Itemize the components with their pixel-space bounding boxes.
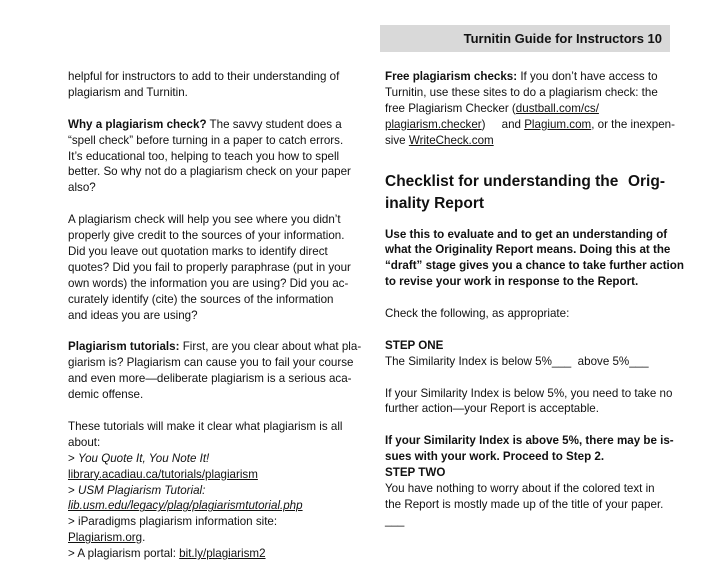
check-following: Check the following, as appropriate:: [385, 307, 570, 321]
writecheck-link[interactable]: WriteCheck.com: [408, 133, 494, 147]
step-one-block: [385, 338, 665, 370]
header-title: Turnitin Guide for Instructors 10: [463, 31, 662, 46]
tutorial-title: iParadigms plagiarism information site:: [78, 515, 278, 529]
below-paragraph: If your Similarity Index is below 5%, you need to take no further action—your Report is acceptable.: [385, 386, 673, 416]
page-header: [380, 25, 670, 52]
tutorials-paragraph: Plagiarism tutorials: First, are you clear about what pla- giarism is? Plagiarism can cause you to fail your course and even more—deliberate plagiarism is a serious aca- demic offense.: [68, 340, 362, 402]
tutorial-link-usm[interactable]: lib.usm.edu/legacy/plag/plagiarismtutorial.php: [68, 499, 303, 513]
why-paragraph: Why a plagiarism check? The savvy student does a “spell check” before turning in a paper to catch errors. It’s educational too, helping to teach you how to spell better. So why not do a plagiarism check on your paper also?: [68, 117, 351, 195]
portal-link[interactable]: bit.ly/plagiarism2: [179, 547, 266, 561]
tutorials-heading: Plagiarism tutorials:: [68, 340, 180, 354]
use-paragraph: Use this to evaluate and to get an understanding of what the Originality Report means. Doing this at the “draft” stage gives you a chance to take further action to revise your work in response to the Report.: [385, 227, 684, 289]
checklist-heading: Checklist for understanding the Orig- inality Report: [385, 172, 665, 212]
right-column: [385, 69, 684, 545]
tutorial-link-acadia[interactable]: library.acadiau.ca/tutorials/plagiarism: [68, 467, 258, 481]
tutorial-title: You Quote It, You Note It!: [78, 451, 210, 465]
plagium-link[interactable]: Plagium.com: [524, 117, 592, 131]
step-one-heading: STEP ONE: [385, 338, 444, 352]
tutorial-link-plagiarism-org[interactable]: Plagiarism.org: [68, 531, 143, 545]
why-heading: Why a plagiarism check?: [68, 117, 207, 131]
help-paragraph: A plagiarism check will help you see where you didn’t properly give credit to the sources of your information. Did you leave out quotation marks to identify direct quotes? Did you fail to properly paraphrase (put in your own words) the information you are using? Did you ac- curately identify (cite) the sources of the information and ideas you are using?: [68, 213, 351, 322]
step-two-block: If your Similarity Index is above 5%, there may be is- sues with your work. Proceed to Step 2. STEP TWO You have nothing to worry about if the colored text in the Report is mostly made up of the title of your paper. ___: [385, 434, 674, 527]
intro-paragraph: helpful for instructors to add to their understanding of plagiarism and Turnitin.: [68, 70, 340, 99]
left-column: [68, 69, 362, 578]
free-heading: Free plagiarism checks:: [385, 70, 518, 83]
step-two-heading: STEP TWO: [385, 466, 446, 480]
tutorial-list: These tutorials will make it clear what plagiarism is all about: > You Quote It, You Note It! library.acadiau.ca/tutorials/plagiarism > USM Plagiarism Tutorial: lib.usm.edu/legacy/plag/plagiarismtutorial.php > iParadigms plagiarism information site: Plagiarism.org. > A plagiarism portal: bit.ly/plagiarism2: [68, 419, 343, 561]
similarity-check-line[interactable]: The Similarity Index is below 5%___ above 5%___: [385, 354, 649, 368]
free-checks-paragraph: Free plagiarism checks: If you don’t have access to Turnitin, use these sites to do a plagiarism check: the free Plagiarism Checker (dustball.com/cs/ plagiarism.checker) and Plagium.com, or the inexpen- sive WriteCheck.com: [385, 70, 675, 147]
tutorial-title: USM Plagiarism Tutorial:: [78, 483, 206, 497]
dustball-link[interactable]: dustball.com/cs/: [515, 101, 599, 115]
step-two-blank[interactable]: ___: [385, 513, 405, 527]
dustball-link-cont[interactable]: plagiarism.checker: [385, 117, 482, 131]
